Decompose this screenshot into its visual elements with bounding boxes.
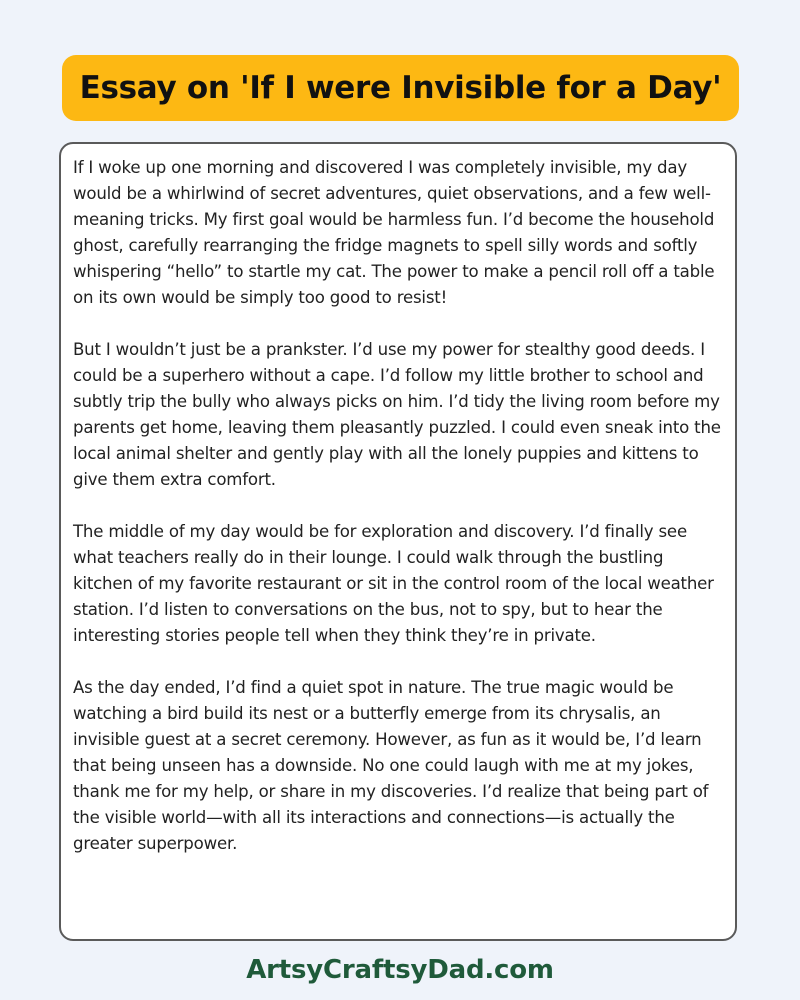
essay-paragraph-1: If I woke up one morning and discovered I was completely invisible, my day would be a whirlwind of secret adventures, quiet observations, and a few well-meaning tricks. My first goal would be harmless fun. I’d become the household ghost, carefully rearranging the fridge magnets to spell silly words and softly whispering “hello” to startle my cat. The power to make a pencil roll off a table on its own would be simply too good to resist! bbox=[73, 158, 715, 307]
footer-brand: ArtsyCraftsyDad.com bbox=[246, 955, 554, 985]
essay-paragraph-3: The middle of my day would be for exploration and discovery. I’d finally see what teachers really do in their lounge. I could walk through the bustling kitchen of my favorite restaurant or sit in the control room of the local weather station. I’d listen to conversations on the bus, not to spy, but to hear the interesting stories people tell when they think they’re in private. bbox=[73, 522, 714, 645]
title-banner bbox=[62, 55, 739, 121]
page-title: Essay on 'If I were Invisible for a Day' bbox=[79, 70, 722, 106]
essay-paragraph-2: But I wouldn’t just be a prankster. I’d use my power for stealthy good deeds. I could be a superhero without a cape. I’d follow my little brother to school and subtly trip the bully who always picks on him. I’d tidy the living room before my parents get home, leaving them pleasantly puzzled. I could even sneak into the local animal shelter and gently play with all the lonely puppies and kittens to give them extra comfort. bbox=[73, 340, 721, 489]
essay-paragraph-4: As the day ended, I’d find a quiet spot in nature. The true magic would be watching a bird build its nest or a butterfly emerge from its chrysalis, an invisible guest at a secret ceremony. However, as fun as it would be, I’d learn that being unseen has a downside. No one could laugh with me at my jokes, thank me for my help, or share in my discoveries. I’d realize that being part of the visible world—with all its interactions and connections—is actually the greater superpower. bbox=[73, 678, 709, 853]
essay-card bbox=[59, 142, 737, 941]
